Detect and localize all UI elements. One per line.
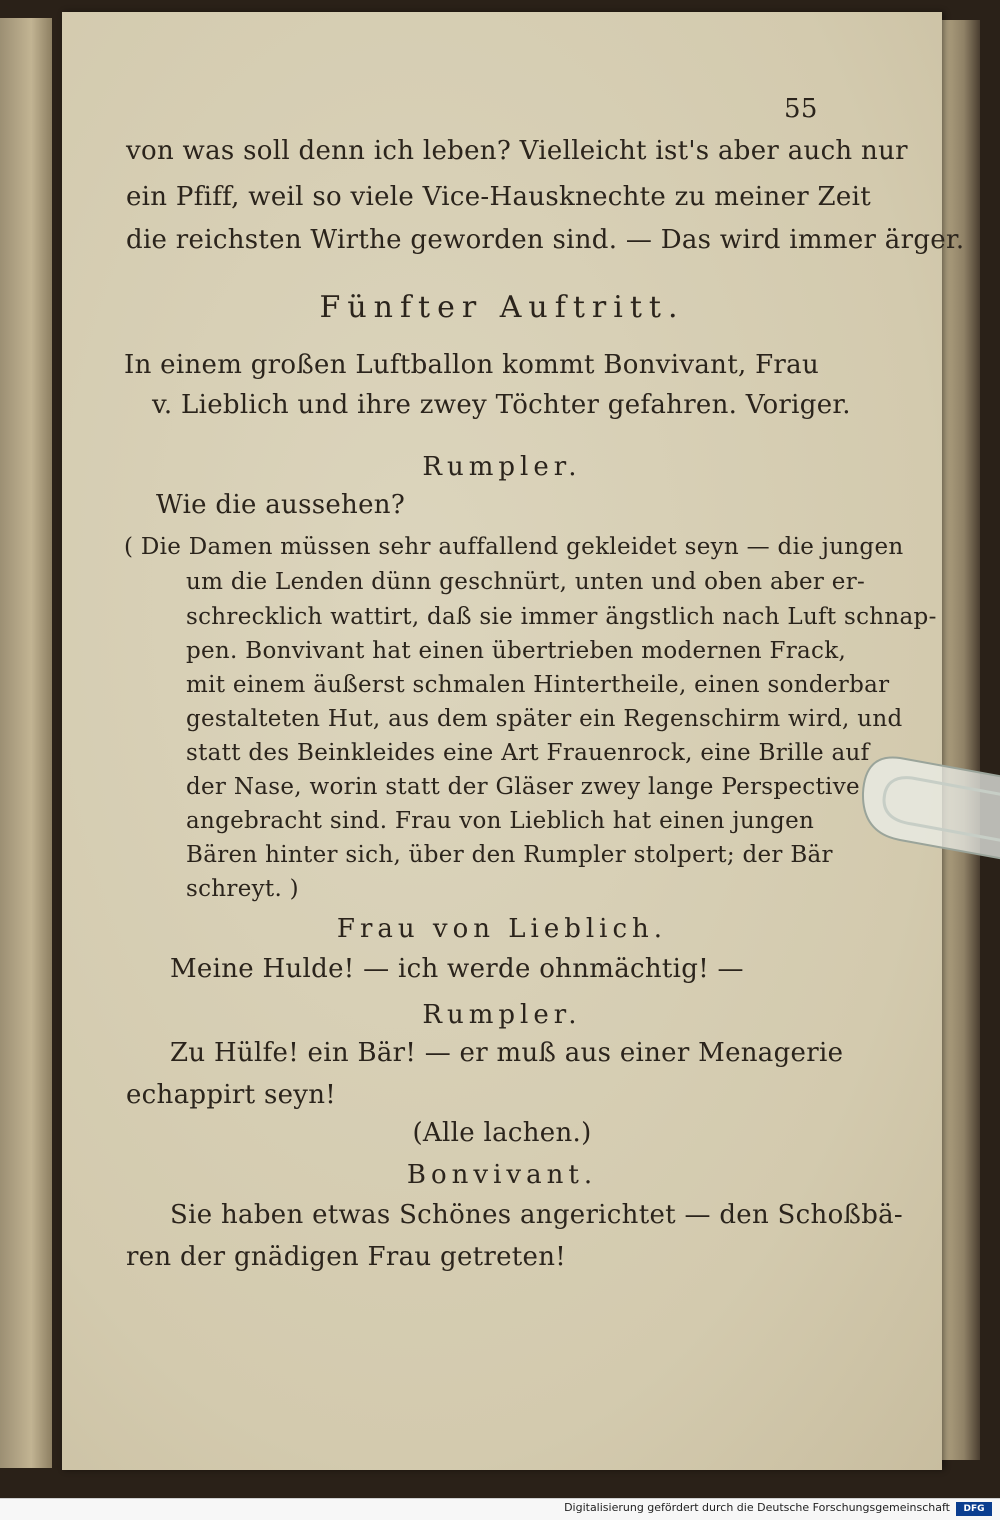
scene-heading: Fünfter Auftritt. (319, 290, 685, 325)
text-line: von was soll denn ich leben? Vielleicht ist's aber auch nur (126, 136, 908, 166)
stage-direction-line: mit einem äußerst schmalen Hintertheile, einen sonderbar (186, 672, 890, 698)
stage-direction-line: schrecklich wattirt, daß sie immer ängstlich nach Luft schnap- (186, 604, 937, 630)
stage-direction-line: gestalteten Hut, aus dem später ein Regenschirm wird, und (186, 706, 903, 732)
dfg-logo: DFG (956, 1502, 992, 1516)
stage-direction-line: v. Lieblich und ihre zwey Töchter gefahren. Voriger. (152, 390, 851, 420)
speaker-name: Bonvivant. (406, 1160, 598, 1190)
speech-line: Wie die aussehen? (156, 490, 406, 520)
footer-credit: Digitalisierung gefördert durch die Deutsche Forschungsgemeinschaft (564, 1501, 950, 1514)
stage-direction-line: Bären hinter sich, über den Rumpler stolpert; der Bär (186, 842, 833, 868)
footer-bar (0, 1498, 1000, 1520)
speaker-name: Rumpler. (422, 452, 582, 482)
stage-direction-line: um die Lenden dünn geschnürt, unten und oben aber er- (186, 569, 866, 595)
book-page (62, 12, 965, 1470)
speaker-name: Frau von Lieblich. (336, 914, 668, 944)
page-text (62, 12, 965, 1470)
stage-direction-line: pen. Bonvivant hat einen übertrieben modernen Frack, (186, 638, 847, 664)
stage-direction-line: der Nase, worin statt der Gläser zwey lange Perspective (186, 774, 860, 800)
stage-direction-line: angebracht sind. Frau von Lieblich hat einen jungen (186, 808, 815, 834)
text-line: ein Pfiff, weil so viele Vice-Hausknechte zu meiner Zeit (126, 182, 871, 212)
speech-line: echappirt seyn! (126, 1080, 337, 1110)
stage-direction-line: schreyt. ) (186, 876, 299, 902)
speech-line: Meine Hulde! — ich werde ohnmächtig! — (170, 954, 744, 984)
stage-direction-line: In einem großen Luftballon kommt Bonvivant, Frau (124, 350, 820, 380)
page-number: 55 (784, 94, 818, 124)
adjacent-page-edge (0, 18, 52, 1468)
stage-direction-line: ( Die Damen müssen sehr auffallend gekleidet seyn — die jungen (124, 534, 904, 560)
speech-line: ren der gnädigen Frau getreten! (126, 1242, 567, 1272)
speech-line: Sie haben etwas Schönes angerichtet — den Schoßbä- (170, 1200, 904, 1230)
text-line: die reichsten Wirthe geworden sind. — Das wird immer ärger. (126, 225, 965, 255)
page-clip (860, 748, 1000, 868)
speech-line: Zu Hülfe! ein Bär! — er muß aus einer Menagerie (170, 1038, 844, 1068)
speaker-name: Rumpler. (422, 1000, 582, 1030)
stage-direction: (Alle lachen.) (412, 1118, 592, 1148)
stage-direction-line: statt des Beinkleides eine Art Frauenrock, eine Brille auf (186, 740, 870, 766)
